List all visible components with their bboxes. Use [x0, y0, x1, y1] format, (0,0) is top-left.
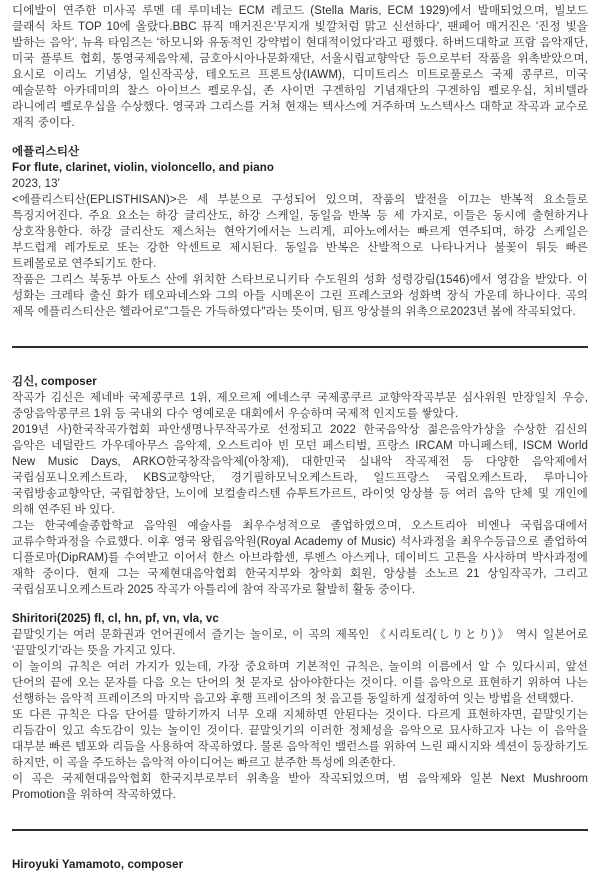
composer-bio-paragraph: 디에발이 연주한 미사곡 루멘 데 루미네는 ECM 레코드 (Stella Maris, ECM 1929)에서 발매되었으며, 빌보드 클래식 차트 TOP 10에 올랐다.BBC 뮤직 매거진은'무지개 빛깔처럼 맑고 신선하다', 팬페어 매거진은 '진정 빛을 발하는 음악', 뉴욕 타임즈는 '하모니와 유동적인 강약법이 현대적이었다'라고 평했다. 하버드대학교 프람 음악재단, 미국 플루트 협회, 통영국제음악제, 금호아시아나문화재단, 서울시립교향악단 등으로부터 작품을 위촉받았으며, 요시로 이리노 기념상, 일신작곡상, 테오도르 프론트상(IAWM), 디미트리스 미트로풀로스 국제 콩쿠르, 미국 예술문학 아카데미의 찰스 아이브스 펠로우십, 존 사이먼 구겐하임 기념재단의 구겐하임 펠로우십, 치비텔라 라니에리 펠로우십을 수상했다. 영국과 그리스를 거쳐 현재는 텍사스에 거주하며 노스텍사스 대학교 작곡과 교수로 재직 중이다. [12, 5, 588, 129]
section-composer-bio-intro [12, 3, 588, 131]
work-note-paragraph: 이 놀이의 규칙은 여러 가지가 있는데, 가장 중요하며 기본적인 규칙은, 놀이의 이름에서 알 수 있다시피, 앞선 단어의 끝에 오는 문자를 다음 오는 단어의 첫 문자로 삼아야한다는 것이다. 이를 음악으로 표현하기 위하여 나는 선행하는 음악적 프레이즈의 마지막 음고와 후행 프레이즈의 첫 음고를 동일하게 설정하여 잇는 방법을 선택했다. [12, 661, 588, 705]
composer-bio-paragraph: 그는 한국예술종합학교 음악원 예술사를 최우수성적으로 졸업하였으며, 오스트리아 비엔나 국립음대에서 교류수학과정을 수료했다. 이후 영국 왕립음악원(Royal Academy of Music) 석사과정을 최우수등급으로 졸업하여 디플로마(DipRAM)를 수여받고 이어서 한스 아브라함센, 루벤스 아스케나, 데이비드 고튼을 사사하며 박사과정에 재학 중이다. 현재 그는 국제현대음악협회 한국지부와 창악회 회원, 앙상블 소노르 21 상임작곡가, 그리고 국립심포니오케스트라 2025 작곡가 아틀리에 참여 작곡가로 활발히 활동 중이다. [12, 520, 588, 596]
work-note-paragraph: 또 다른 규칙은 다음 단어를 말하기까지 너무 오래 지체하면 안된다는 것이다. 다르게 표현하자면, 끝말잇기는 리듬감이 있고 속도감이 있는 놀이인 것이다. 끝말잇기의 이러한 정체성을 음악으로 묘사하고자 나는 이 음악을 대부분 빠른 템포와 리듬을 사용하여 작곡하였다. 물론 음악적인 밸런스를 위하여 느린 패시지와 섹션이 등장하기도 하지만, 이 곡을 주도하는 음악적 아이디어는 빠르고 분주한 특성에 의존한다. [12, 709, 588, 769]
composer-bio-paragraph: 2019년 사)한국작곡가협회 파안생명나무작곡가로 선정되고 2022 한국음악상 젊은음악가상을 수상한 김신의 음악은 네덜란드 가우데아무스 음악제, 오스트리아 빈 모던 페스티벌, 프랑스 IRCAM 마니페스테, ISCM World New Music Days, ARKO한국창작음악제(아창제), 대한민국 실내악 작곡제전 등 다양한 음악제에서 국립심포니오케스트라, KBS교향악단, 경기필하모닉오케스트라, 일드프랑스 국립오케스트라, 루마니아 국립방송교향악단, 국립합창단, 노이에 보컬솔리스텐 슈투트가르트, 라이엇 앙상블 등 여러 음악 단체 및 개인에 의해 연주된 바 있다. [12, 424, 588, 516]
work-title: Shiritori(2025) fl, cl, hn, pf, vn, vla, vc [12, 613, 219, 625]
composer-name-heading: Hiroyuki Yamamoto, composer [12, 859, 184, 871]
section-work-eplisthisan [12, 144, 588, 320]
section-composer-kim [12, 374, 588, 598]
composer-bio-paragraph: 작곡가 김신은 제네바 국제콩쿠르 1위, 제오르제 에네스쿠 국제콩쿠르 교향악작곡부문 심사위원 만장일치 우승, 중앙음악콩쿠르 1위 등 국내외 다수 영예로운 대회에서 우승하며 국제적 인지도를 쌓았다. [12, 392, 588, 420]
work-year-duration: 2023, 13' [12, 178, 60, 190]
work-instrumentation: For flute, clarinet, violin, violoncello, and piano [12, 162, 274, 174]
work-note-paragraph: 이 곡은 국제현대음악협회 한국지부로부터 위촉을 받아 작곡되었으며, 범 음악제와 일본 Next Mushroom Promotion을 위하여 작곡하였다. [12, 773, 588, 801]
work-note-paragraph: 작품은 그리스 북동부 아토스 산에 위치한 스타브로니키타 수도원의 성화 성령강림(1546)에서 영감을 받았다. 이 성화는 크레타 출신 화가 테오파네스와 그의 아들 시메온이 그린 프레스코와 성화벽 장식 가운데 하나이다. 곡의 제목 에플리스티산은 헬라어로"그들은 가득하였다"라는 뜻이며, 팀프 앙상블의 위촉으로2023년 봄에 작곡되었다. [12, 274, 588, 318]
composer-name-heading: 김신, composer [12, 376, 97, 388]
work-note-paragraph: <에플리스티산(EPLISTHISAN)>은 세 부분으로 구성되어 있으며, 작품의 발전을 이끄는 반복적 요소들로 특징지어진다. 주요 요소는 하강 글리산도, 하강 스케일, 동일음 반복 등 세 가지로, 이들은 동시에 출현하거나 상호작용한다. 하강 글리산도 제스처는 현악기에서는 느리게, 피아노에서는 빠르게 연주되며, 하강 스케일은 부드럽게 레가토로 또는 강한 악센트로 제시된다. 동일음 반복은 산발적으로 나타나거나 불꽃이 튀듯 빠른 트레몰로로 연주되기도 한다. [12, 194, 588, 270]
section-divider [12, 346, 588, 348]
section-divider [12, 829, 588, 831]
work-title: 에플리스티산 [12, 146, 80, 158]
work-note-paragraph: 끝말잇기는 여러 문화권과 언어권에서 즐기는 놀이로, 이 곡의 제목인 《시리토리(しりとり)》 역시 일본어로 '끝말잇기'라는 뜻을 가지고 있다. [12, 629, 588, 657]
section-composer-yamamoto [12, 857, 588, 873]
section-work-shiritori [12, 611, 588, 803]
